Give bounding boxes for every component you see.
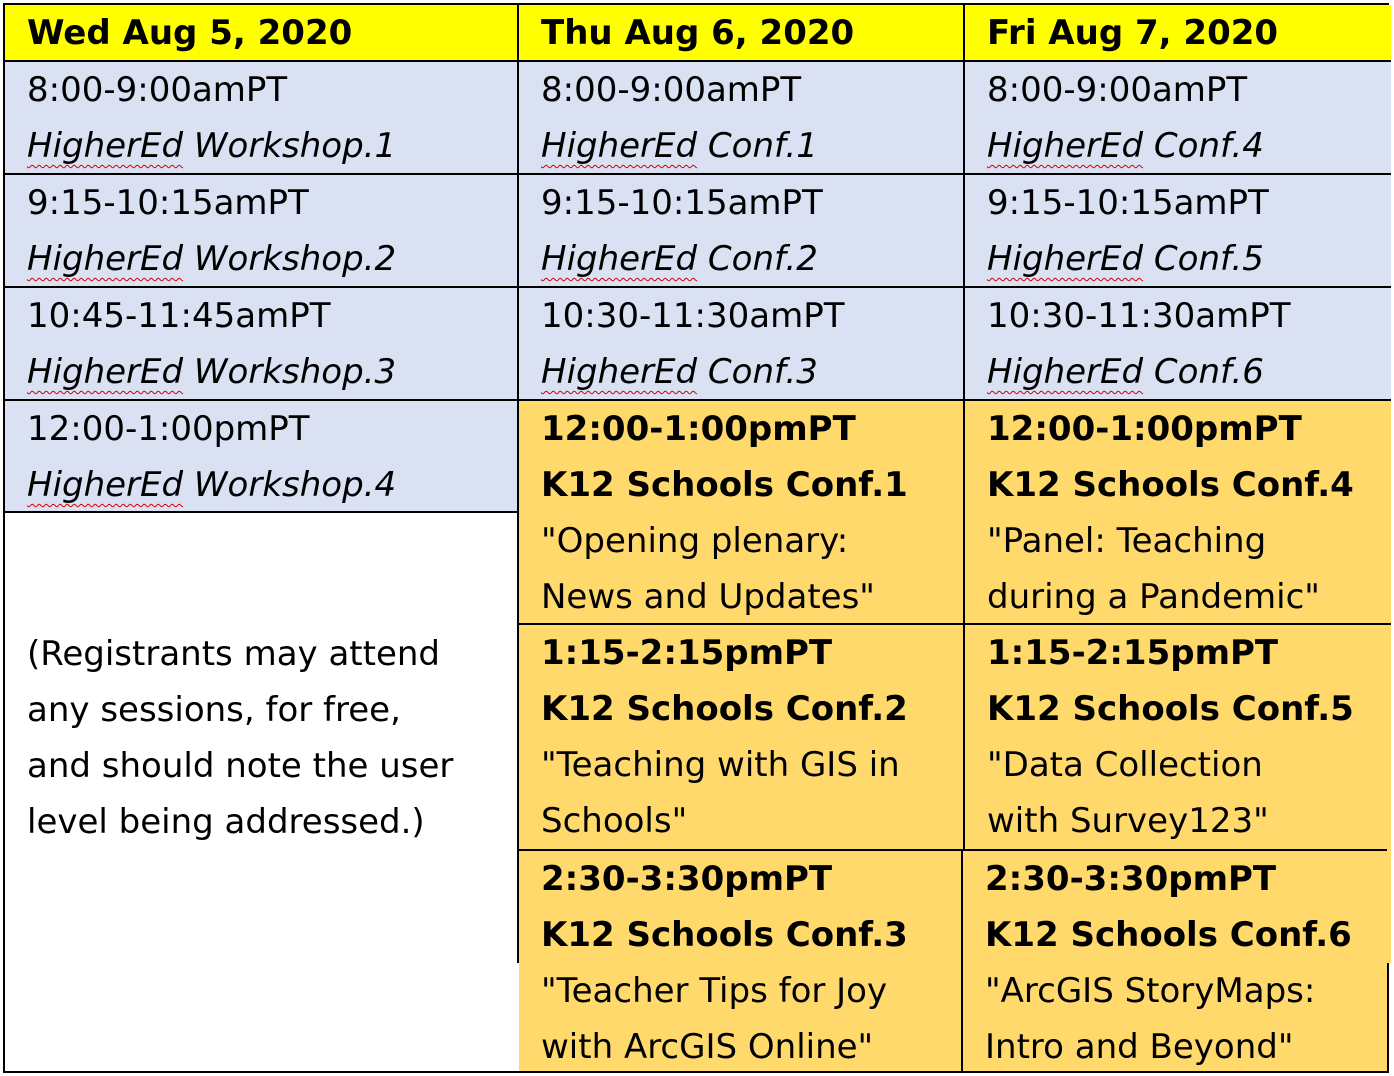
registrant-note: [5, 513, 519, 963]
session-time: 2:30-3:30pmPT: [541, 859, 833, 899]
session-time: 12:00-1:00pmPT: [541, 409, 856, 449]
fri-session-1: [965, 62, 1391, 175]
session-time: 2:30-3:30pmPT: [985, 859, 1277, 899]
session-desc: "Panel: Teaching: [987, 521, 1267, 561]
header-wednesday: Wed Aug 5, 2020: [5, 5, 519, 62]
session-name: HigherEd Workshop.2: [27, 239, 397, 279]
session-desc: Intro and Beyond": [985, 1027, 1294, 1067]
session-time: 9:15-10:15amPT: [987, 183, 1269, 223]
session-name: HigherEd Workshop.1: [27, 126, 397, 166]
thu-session-2: [519, 175, 965, 288]
fri-session-2: [965, 175, 1391, 288]
session-desc: Schools": [541, 801, 688, 841]
session-time: 12:00-1:00pmPT: [987, 409, 1302, 449]
session-time: 8:00-9:00amPT: [987, 70, 1248, 110]
session-time: 10:30-11:30amPT: [541, 296, 845, 336]
session-name: HigherEd Workshop.4: [27, 465, 397, 505]
session-name: HigherEd Conf.3: [541, 352, 818, 392]
session-desc: with Survey123": [987, 801, 1269, 841]
header-friday: Fri Aug 7, 2020: [965, 5, 1391, 62]
session-name: HigherEd Workshop.3: [27, 352, 397, 392]
session-time: 9:15-10:15amPT: [27, 183, 309, 223]
wed-session-3: [5, 288, 519, 401]
session-time: 1:15-2:15pmPT: [541, 633, 833, 673]
session-time: 1:15-2:15pmPT: [987, 633, 1279, 673]
session-desc: during a Pandemic": [987, 577, 1320, 617]
fri-k12-session-1: [965, 401, 1391, 625]
session-name: HigherEd Conf.6: [987, 352, 1264, 392]
session-title: K12 Schools Conf.2: [541, 689, 908, 729]
note-line: and should note the user: [27, 746, 454, 786]
thu-k12-session-1: [519, 401, 965, 625]
session-desc: "Opening plenary:: [541, 521, 849, 561]
session-desc: with ArcGIS Online": [541, 1027, 874, 1067]
note-line: level being addressed.): [27, 802, 425, 842]
note-line: any sessions, for free,: [27, 690, 401, 730]
session-desc: "Teacher Tips for Joy: [541, 971, 888, 1011]
session-desc: "Data Collection: [987, 745, 1263, 785]
session-time: 10:30-11:30amPT: [987, 296, 1291, 336]
fri-k12-session-3: [963, 849, 1387, 1071]
session-name: HigherEd Conf.5: [987, 239, 1264, 279]
session-name: HigherEd Conf.1: [541, 126, 818, 166]
thu-session-1: [519, 62, 965, 175]
wed-session-2: [5, 175, 519, 288]
fri-session-3: [965, 288, 1391, 401]
session-desc: News and Updates": [541, 577, 875, 617]
session-time: 8:00-9:00amPT: [541, 70, 802, 110]
session-name: HigherEd Conf.4: [987, 126, 1264, 166]
wed-session-1: [5, 62, 519, 175]
session-desc: "Teaching with GIS in: [541, 745, 900, 785]
session-title: K12 Schools Conf.3: [541, 915, 908, 955]
session-time: 9:15-10:15amPT: [541, 183, 823, 223]
thu-session-3: [519, 288, 965, 401]
session-time: 10:45-11:45amPT: [27, 296, 331, 336]
session-title: K12 Schools Conf.5: [987, 689, 1354, 729]
session-title: K12 Schools Conf.6: [985, 915, 1352, 955]
note-line: (Registrants may attend: [27, 634, 440, 674]
session-desc: "ArcGIS StoryMaps:: [985, 971, 1316, 1011]
session-title: K12 Schools Conf.1: [541, 465, 908, 505]
session-time: 8:00-9:00amPT: [27, 70, 288, 110]
session-name: HigherEd Conf.2: [541, 239, 818, 279]
wed-session-4: [5, 401, 519, 513]
session-title: K12 Schools Conf.4: [987, 465, 1354, 505]
header-thursday: Thu Aug 6, 2020: [519, 5, 965, 62]
thu-k12-session-3: [519, 849, 963, 1071]
session-time: 12:00-1:00pmPT: [27, 409, 310, 449]
